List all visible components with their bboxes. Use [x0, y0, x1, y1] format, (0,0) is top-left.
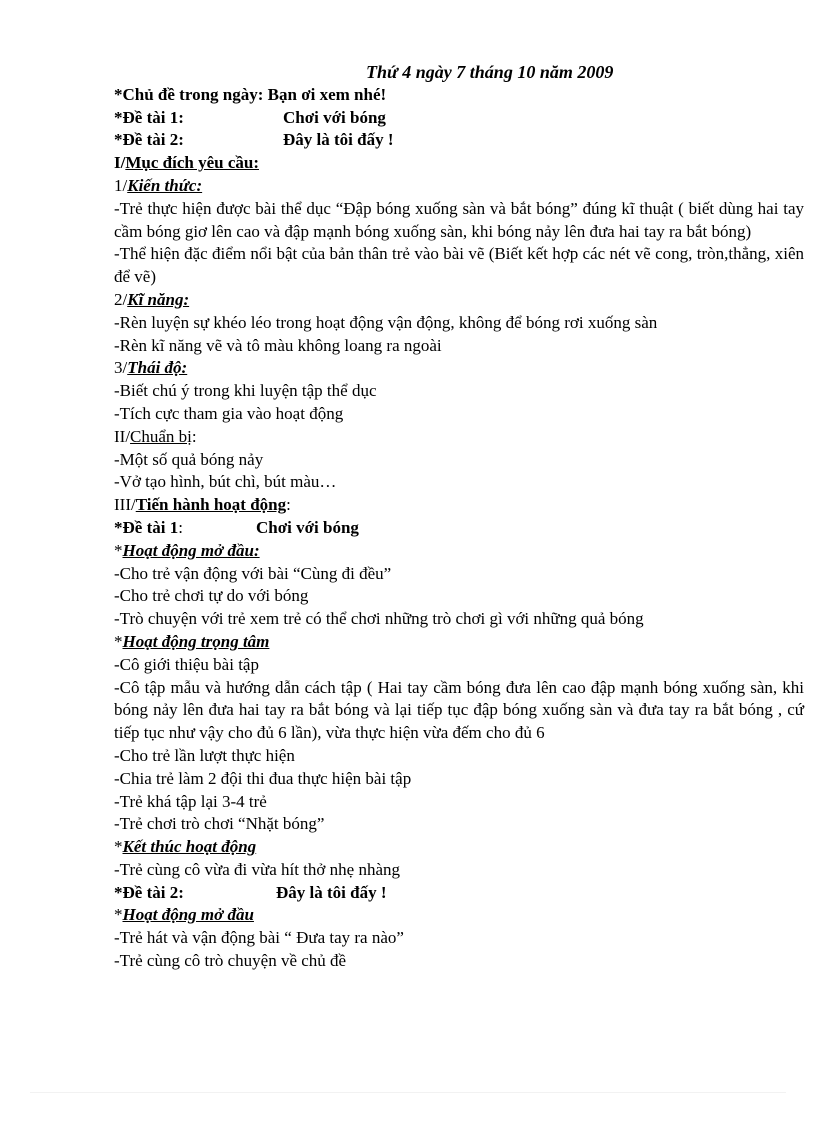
subject-1-value: Chơi với bóng	[283, 107, 386, 127]
section-2-heading	[114, 426, 804, 449]
skill-item: -Rèn luyện sự khéo léo trong hoạt động vận động, không để bóng rơi xuống sàn	[114, 312, 658, 332]
subject-1-label: *Đề tài 1:	[114, 107, 184, 127]
date-line: Thứ 4 ngày 7 tháng 10 năm 2009	[366, 62, 614, 82]
document-page	[114, 61, 804, 973]
activity-subject-1-label: *Đề tài 1	[114, 517, 179, 537]
activity-subject-1-colon: :	[178, 517, 183, 537]
end-star: *	[114, 837, 123, 857]
attitude-title: Thái độ:	[127, 358, 188, 378]
attitude-item: -Biết chú ý trong khi luyện tập thể dục	[114, 381, 377, 401]
topic-of-day: *Chủ đề trong ngày: Bạn ơi xem nhé!	[114, 84, 387, 104]
knowledge-prefix: 1/	[114, 175, 128, 195]
opening-2-item: -Trẻ hát và vận động bài “ Đưa tay ra nào”	[114, 928, 404, 948]
activity-subject-2-value: Đây là tôi đấy !	[276, 882, 387, 902]
page-bottom-divider	[30, 1092, 786, 1093]
attitude-item: -Tích cực tham gia vào hoạt động	[114, 403, 344, 423]
knowledge-heading	[114, 175, 804, 198]
section-1-title: Mục đích yêu cầu:	[125, 153, 259, 173]
opening-title: Hoạt động mở đầu:	[122, 540, 260, 560]
subject-1-heading	[114, 107, 804, 130]
subject-2-value: Đây là tôi đấy !	[283, 130, 394, 150]
main-title: Hoạt động trọng tâm	[122, 631, 270, 651]
skill-item: -Rèn kĩ năng vẽ và tô màu không loang ra ngoài	[114, 335, 442, 355]
section-2-prefix: II/	[114, 426, 131, 446]
main-item: -Trẻ chơi trò chơi “Nhặt bóng”	[114, 814, 325, 834]
section-2-title: Chuẩn bị	[130, 426, 192, 446]
end-activity-heading	[114, 836, 804, 859]
attitude-prefix: 3/	[114, 358, 128, 378]
preparation-item: -Một số quả bóng nảy	[114, 449, 264, 469]
skill-title: Kĩ năng:	[127, 289, 190, 309]
main-activity-heading	[114, 631, 804, 654]
subject-2-heading	[114, 129, 804, 152]
section-1-heading	[114, 152, 804, 175]
opening-item: -Cho trẻ vận động với bài “Cùng đi đều”	[114, 563, 392, 583]
main-item: -Trẻ khá tập lại 3-4 trẻ	[114, 791, 267, 811]
skill-prefix: 2/	[114, 289, 128, 309]
end-title: Kết thúc hoạt động	[122, 837, 257, 857]
main-item: -Cô tập mẫu và hướng dẫn cách tập ( Hai tay cầm bóng đưa lên cao đập mạnh bóng xuống sàn, khi bóng nảy lên đưa hai tay ra bắt bóng và lại tiếp tục đập bóng xuống sàn và đưa tay ra bắt bóng , cứ tiếp tục như vậy cho đủ 6 lần), vừa thực hiện vừa đếm cho đủ 6	[114, 677, 804, 743]
main-item: -Chia trẻ làm 2 đội thi đua thực hiện bài tập	[114, 768, 412, 788]
subject-2-label: *Đề tài 2:	[114, 130, 184, 150]
preparation-item: -Vở tạo hình, bút chì, bút màu…	[114, 472, 337, 492]
section-3-suffix: :	[286, 495, 291, 515]
opening-item: -Trò chuyện với trẻ xem trẻ có thể chơi những trò chơi gì với những quả bóng	[114, 609, 644, 629]
knowledge-title: Kiến thức:	[127, 175, 203, 195]
end-item: -Trẻ cùng cô vừa đi vừa hít thở nhẹ nhàng	[114, 859, 400, 879]
activity-subject-2-heading	[114, 882, 804, 905]
opening-star: *	[114, 540, 123, 560]
section-3-heading	[114, 494, 804, 517]
main-item: -Cho trẻ lần lượt thực hiện	[114, 745, 295, 765]
opening-2-heading	[114, 904, 804, 927]
knowledge-item: -Trẻ thực hiện được bài thể dục “Đập bóng xuống sàn và bắt bóng” đúng kĩ thuật ( biết dùng hai tay cầm bóng giơ lên cao và đập mạnh bóng xuống sàn, khi bóng nảy lên đưa hai tay ra bắt bóng)	[114, 198, 804, 241]
skill-heading	[114, 289, 804, 312]
section-3-prefix: III/	[114, 495, 136, 515]
opening-item: -Cho trẻ chơi tự do với bóng	[114, 586, 309, 606]
knowledge-item: -Thể hiện đặc điểm nổi bật của bản thân trẻ vào bài vẽ (Biết kết hợp các nét vẽ cong, tròn,thẳng, xiên để vẽ)	[114, 244, 804, 287]
main-item: -Cô giới thiệu bài tập	[114, 654, 259, 674]
section-3-title: Tiến hành hoạt động	[135, 495, 287, 515]
opening-2-star: *	[114, 905, 123, 925]
main-star: *	[114, 631, 123, 651]
attitude-heading	[114, 357, 804, 380]
activity-subject-2-label: *Đề tài 2:	[114, 882, 184, 902]
section-2-suffix: :	[191, 426, 197, 446]
activity-subject-1-heading	[114, 517, 804, 540]
activity-subject-1-value: Chơi với bóng	[256, 517, 359, 537]
opening-2-title: Hoạt động mở đầu	[122, 905, 254, 925]
opening-activity-heading	[114, 540, 804, 563]
opening-2-item: -Trẻ cùng cô trò chuyện về chủ đề	[114, 951, 347, 971]
section-1-prefix: I/	[114, 153, 126, 173]
